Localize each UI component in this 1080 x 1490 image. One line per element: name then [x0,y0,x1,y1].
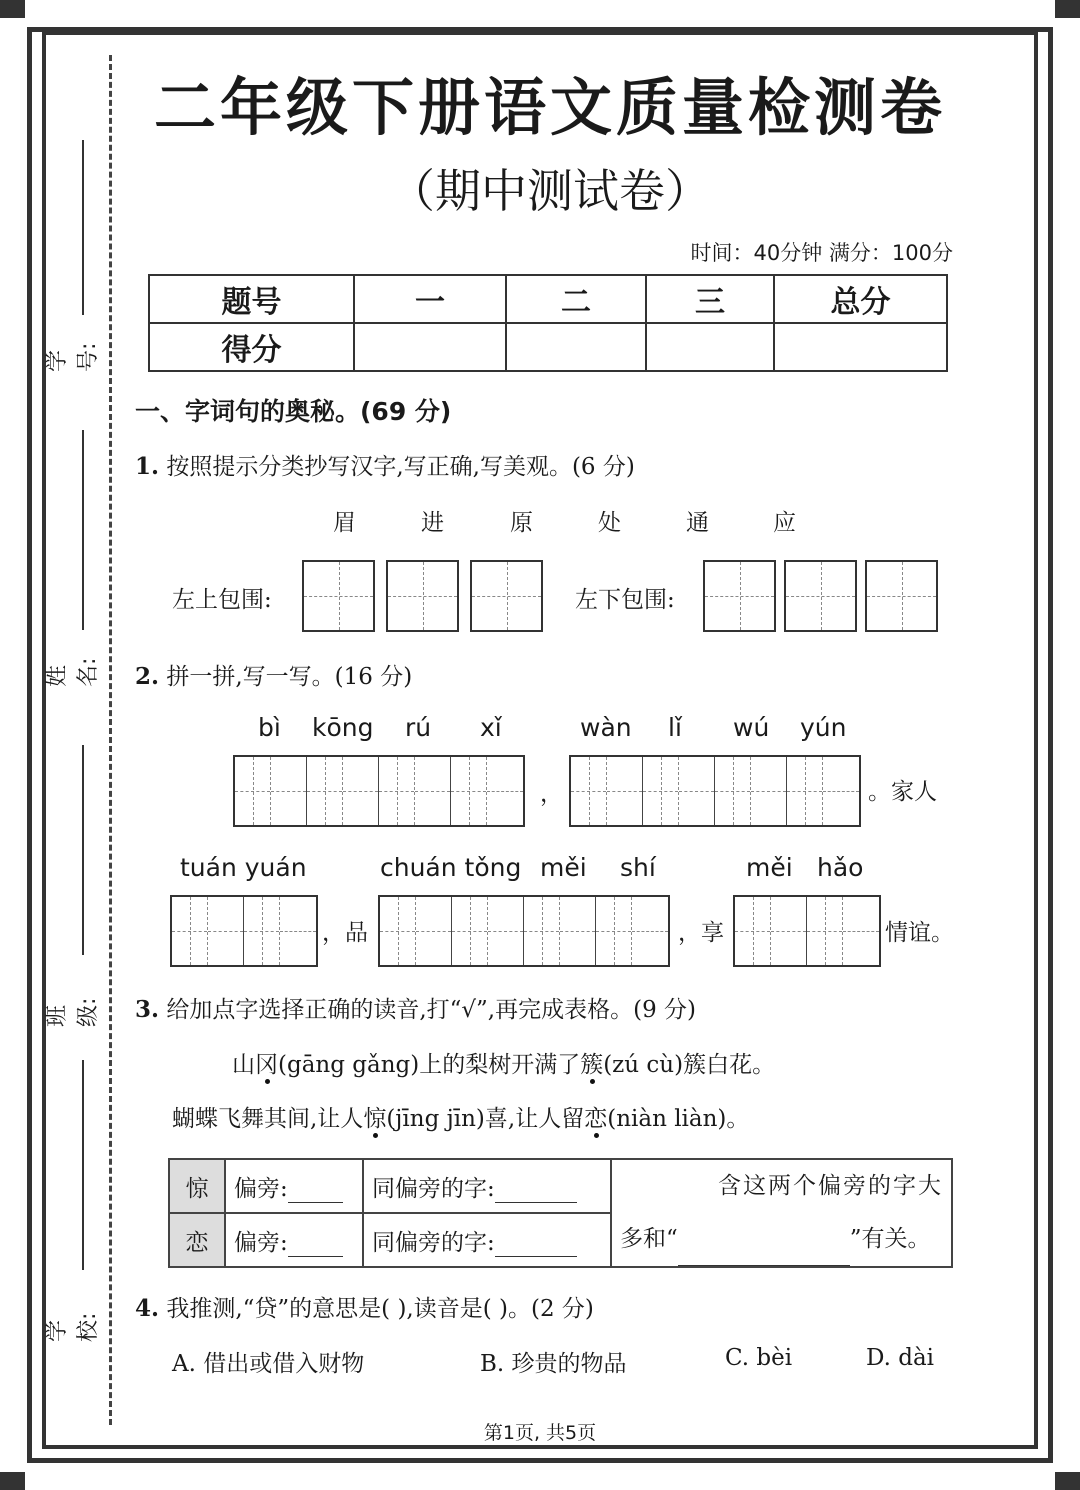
dotted-char: 簇 [580,1052,604,1078]
pinyin: kōng [312,713,374,742]
radical-blank[interactable] [288,1256,343,1257]
page-subtitle: （期中测试卷） [389,164,711,218]
question-text: 按照提示分类抄写汉字,写正确,写美观。(6 分) [166,454,635,480]
writing-box[interactable] [470,560,543,632]
label-left-bottom-enclosure: 左下包围: [575,587,675,613]
note-line-1: 含这两个偏旁的字大 [718,1173,943,1199]
grid-cell[interactable] [751,757,787,825]
q1-char: 通 [686,510,709,536]
name-line [82,430,84,630]
grid-cell[interactable] [208,897,244,965]
grid-cell[interactable] [172,897,208,965]
corner-mark [1055,0,1080,18]
text-fragment: 。家人 [868,779,937,805]
grid-cell[interactable] [715,757,751,825]
grid-cell[interactable] [244,897,280,965]
q3-sentence-line-1 [232,1046,775,1079]
grid-cell[interactable] [451,757,487,825]
q1-char: 原 [510,510,533,536]
q3-sentence-line-2 [172,1100,749,1133]
grid-cell[interactable] [596,897,632,965]
grid-cell[interactable] [280,897,316,965]
same-radical-label: 同偏旁的字: [372,1229,495,1256]
score-cell[interactable] [646,323,774,371]
note-blank[interactable] [678,1236,850,1266]
pinyin: chuán tǒng [380,853,522,882]
binding-line [109,55,112,1425]
option-c: C. bèi [725,1345,793,1371]
grid-cell[interactable] [235,757,271,825]
pinyin: xǐ [480,713,502,742]
sentence-text: (zú cù)簇白花。 [603,1052,776,1078]
writing-box[interactable] [784,560,857,632]
class-line [82,745,84,955]
radical-label: 偏旁: [234,1175,288,1202]
same-radical-blank[interactable] [495,1202,577,1203]
exam-meta: 时间：40分钟 满分：100分 [690,241,953,265]
grid-cell[interactable] [271,757,307,825]
name-label: 姓名: [45,657,101,687]
score-cell[interactable] [354,323,506,371]
page-number: 第1页, 共5页 [483,1422,597,1444]
q1-char: 眉 [333,510,356,536]
student-id-label: 学号: [45,342,101,372]
punctuation: ， [540,781,563,807]
corner-mark [0,1472,25,1490]
writing-grid[interactable] [569,755,861,827]
writing-grid[interactable] [378,895,670,967]
dotted-char: 惊 [363,1106,387,1132]
grid-cell[interactable] [380,897,416,965]
writing-box[interactable] [302,560,375,632]
score-table [148,274,948,372]
class-label: 班级: [45,997,101,1027]
grid-cell[interactable] [823,757,859,825]
same-radical-label: 同偏旁的字: [372,1175,495,1202]
score-cell[interactable] [774,323,947,371]
score-header: 一 [354,275,506,323]
grid-cell[interactable] [415,757,451,825]
note-line-2b: ”有关。 [849,1226,931,1252]
dotted-char: 恋 [584,1106,608,1132]
question-text: 拼一拼,写一写。(16 分) [166,664,413,690]
note-line-2a: 多和“ [620,1226,678,1252]
score-row-label: 得分 [149,323,354,371]
question-text: 给加点字选择正确的读音,打“√”,再完成表格。(9 分) [166,997,697,1023]
option-b: B. 珍贵的物品 [480,1351,627,1377]
grid-cell[interactable] [679,757,715,825]
grid-cell[interactable] [343,757,379,825]
same-radical-blank[interactable] [495,1256,577,1257]
grid-cell[interactable] [560,897,596,965]
writing-box[interactable] [865,560,938,632]
grid-cell[interactable] [632,897,668,965]
pinyin: lǐ [668,713,682,742]
sentence-text: (jīng jīn)喜,让人留 [386,1106,585,1132]
q1-char: 应 [773,510,796,536]
grid-cell[interactable] [307,757,343,825]
radical-blank[interactable] [288,1202,343,1203]
grid-cell[interactable] [735,897,771,965]
question-text: 我推测,“贷”的意思是( ),读音是( )。(2 分) [166,1296,594,1322]
score-header: 总分 [774,275,947,323]
grid-cell[interactable] [643,757,679,825]
school-line [82,1060,84,1270]
writing-box[interactable] [703,560,776,632]
question-number: 4. [135,1295,160,1322]
label-left-top-enclosure: 左上包围: [172,587,272,613]
writing-grid[interactable] [170,895,318,967]
pinyin: wú [733,713,770,742]
pinyin: shí [620,853,656,882]
grid-cell[interactable] [379,757,415,825]
grid-cell[interactable] [416,897,452,965]
question-number: 1. [135,453,160,480]
pinyin: rú [405,713,432,742]
corner-mark [0,0,25,18]
grid-cell[interactable] [452,897,488,965]
pinyin: tuán yuán [180,853,307,882]
sentence-text: 山 [232,1052,255,1078]
question-number: 3. [135,996,160,1023]
score-cell[interactable] [506,323,646,371]
pinyin: yún [800,713,847,742]
dotted-char: 冈 [255,1052,278,1078]
grid-cell[interactable] [571,757,607,825]
text-fragment: ，品 [322,920,368,946]
question-number: 2. [135,663,160,690]
sentence-text: 蝴蝶飞舞其间,让人 [172,1106,364,1132]
grid-cell[interactable] [843,897,879,965]
option-a: A. 借出或借入财物 [172,1351,365,1377]
option-d: D. dài [866,1345,935,1371]
grid-cell[interactable] [524,897,560,965]
radical-label: 偏旁: [234,1229,288,1256]
grid-cell[interactable] [488,897,524,965]
sentence-text: (gāng gǎng)上的梨树开满了 [278,1052,581,1078]
radical-table [168,1158,953,1268]
table-char: 恋 [169,1213,225,1267]
grid-cell[interactable] [787,757,823,825]
grid-cell[interactable] [607,757,643,825]
grid-cell[interactable] [807,897,843,965]
question-1 [135,448,635,481]
writing-grid[interactable] [233,755,525,827]
corner-mark [1055,1472,1080,1490]
grid-cell[interactable] [771,897,807,965]
pinyin: měi [540,853,587,882]
table-char: 惊 [169,1159,225,1213]
pinyin: hǎo [817,853,864,882]
question-4 [135,1290,594,1323]
sentence-text: (niàn liàn)。 [607,1106,750,1132]
page-title: 二年级下册语文质量检测卷 [153,71,946,144]
writing-grid[interactable] [733,895,881,967]
text-fragment: 情谊。 [885,920,954,946]
question-2 [135,658,412,691]
pinyin: bì [258,713,281,742]
pinyin: měi [746,853,793,882]
grid-cell[interactable] [487,757,523,825]
q1-char: 进 [421,510,444,536]
question-3 [135,991,696,1024]
school-label: 学校: [45,1312,101,1342]
score-header: 题号 [149,275,354,323]
pinyin: wàn [580,713,632,742]
score-header: 二 [506,275,646,323]
text-fragment: ，享 [678,920,724,946]
writing-box[interactable] [386,560,459,632]
score-header: 三 [646,275,774,323]
section-heading: 一、字词句的奥秘。(69 分) [135,397,452,426]
q1-char: 处 [598,510,621,536]
